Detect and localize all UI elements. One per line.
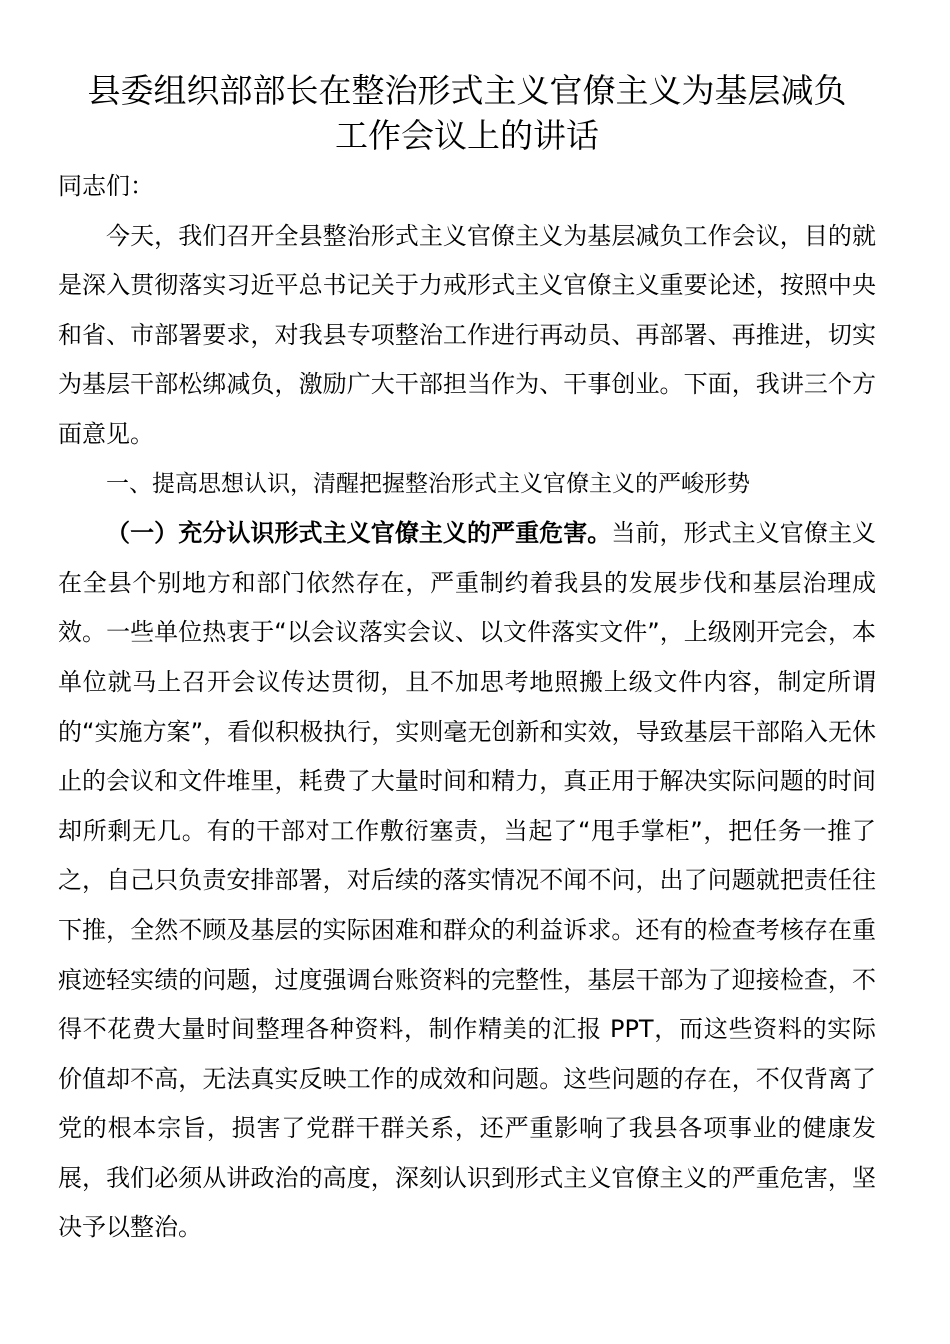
section-1-heading: 一、提高思想认识，清醒把握整治形式主义官僚主义的严峻形势	[106, 470, 750, 497]
title-line-1: 县委组织部部长在整治形式主义官僚主义为基层减负	[87, 71, 847, 110]
document-title	[58, 68, 876, 158]
intro-paragraph: 今天，我们召开全县整治形式主义官僚主义为基层减负工作会议，目的就是深入贯彻落实习近平总书记关于力戒形式主义官僚主义重要论述，按照中央和省、市部署要求，对我县专项整治工作进行再动员、再部署、再推进，切实为基层干部松绑减负，激励广大干部担当作为、干事创业。下面，我讲三个方面意见。	[58, 221, 876, 448]
subsection-1-paragraph	[58, 509, 876, 1253]
subsection-1-heading: （一）充分认识形式主义官僚主义的严重危害。	[106, 519, 612, 548]
salutation: 同志们：	[58, 172, 154, 200]
title-line-2: 工作会议上的讲话	[335, 116, 599, 155]
document-body	[58, 162, 876, 1253]
document-page	[58, 68, 876, 1253]
subsection-1-body: 当前，形式主义官僚主义在全县个别地方和部门依然存在，严重制约着我县的发展步伐和基层治理成效。一些单位热衷于“以会议落实会议、以文件落实文件”，上级刚开完会，本单位就马上召开会议传达贯彻，且不加思考地照搬上级文件内容，制定所谓的“实施方案”，看似积极执行，实则毫无创新和实效，导致基层干部陷入无休止的会议和文件堆里，耗费了大量时间和精力，真正用于解决实际问题的时间却所剩无几。有的干部对工作敷衍塞责，当起了“甩手掌柜”，把任务一推了之，自己只负责安排部署，对后续的落实情况不闻不问，出了问题就把责任往下推，全然不顾及基层的实际困难和群众的利益诉求。还有的检查考核存在重痕迹轻实绩的问题，过度强调台账资料的完整性，基层干部为了迎接检查，不得不花费大量时间整理各种资料，制作精美的汇报 PPT，而这些资料的实际价值却不高，无法真实反映工作的成效和问题。这些问题的存在，不仅背离了党的根本宗旨，损害了党群干群关系，还严重影响了我县各项事业的健康发展，我们必须从讲政治的高度，深刻认识到形式主义官僚主义的严重危害，坚决予以整治。	[58, 519, 877, 1242]
